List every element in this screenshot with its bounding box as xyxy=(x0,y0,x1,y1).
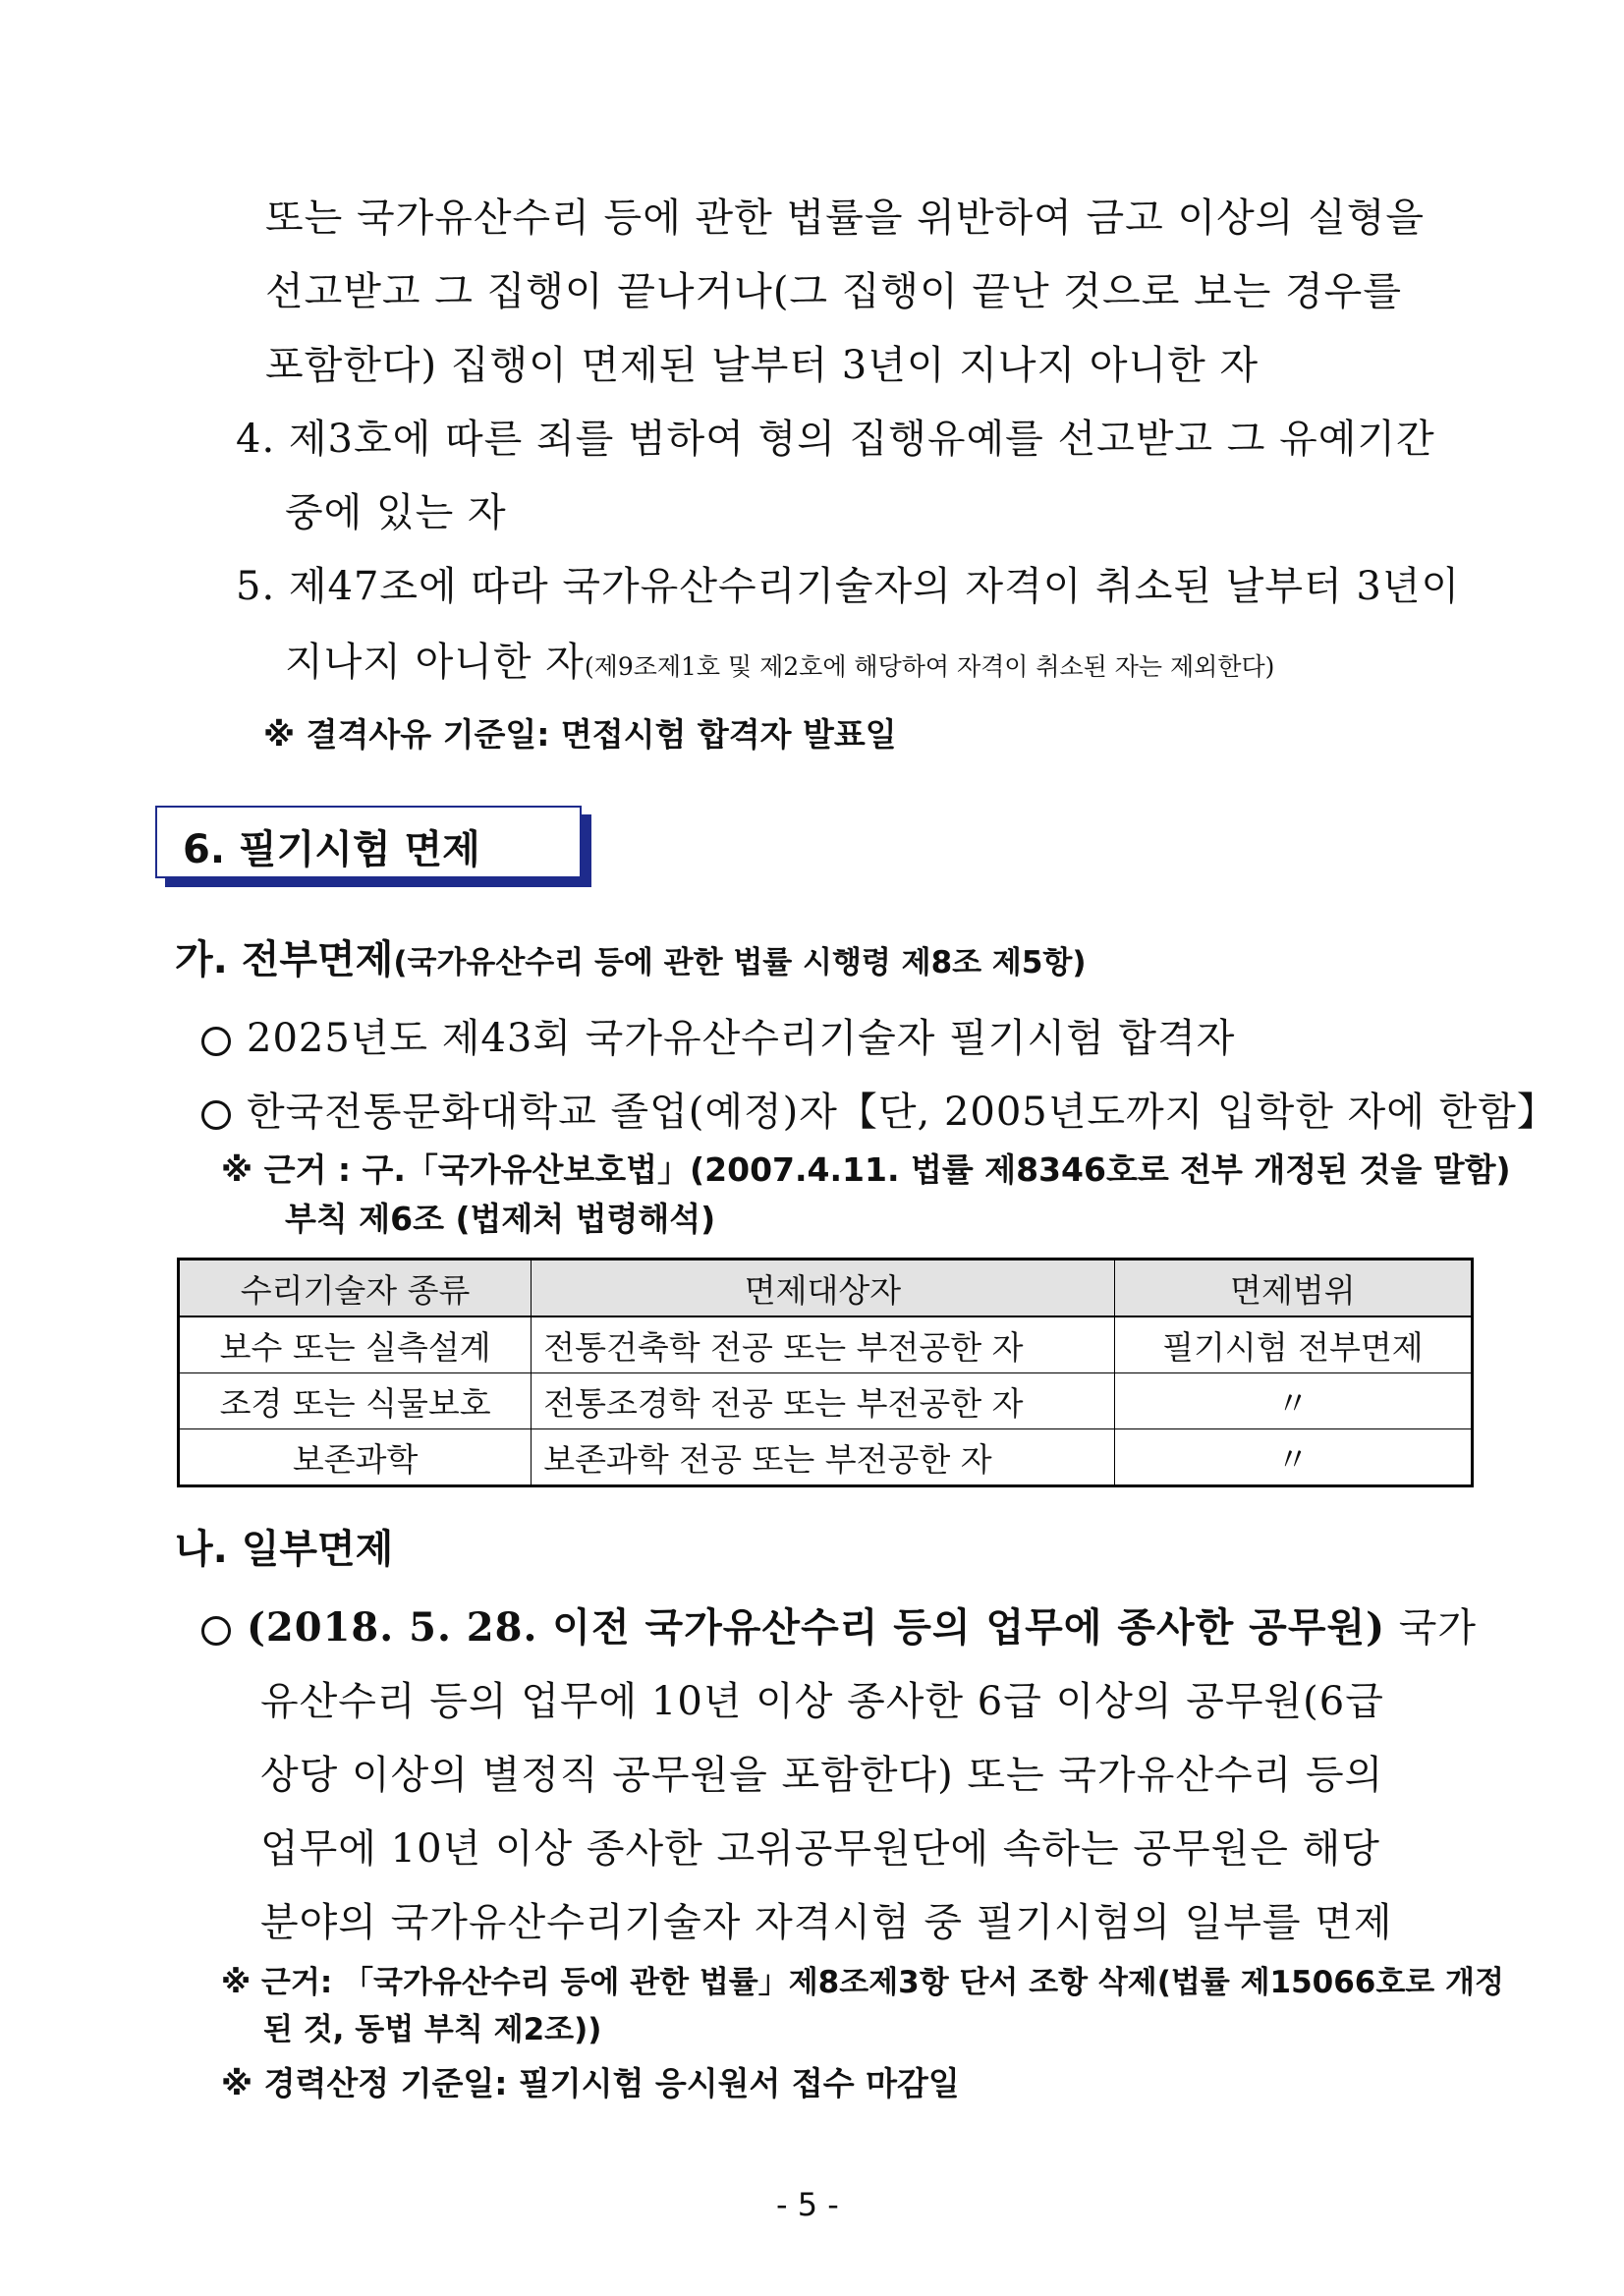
table-row xyxy=(179,1373,1473,1429)
table-cell: 보존과학 xyxy=(179,1429,532,1486)
partial-exemption-line: 유산수리 등의 업무에 10년 이상 종사한 6급 이상의 공무원(6급 xyxy=(260,1679,1384,1724)
table-cell: 조경 또는 식물보호 xyxy=(179,1373,532,1429)
section-heading: 6. 필기시험 면제 xyxy=(183,827,480,872)
list-item-4: 4. 제3호에 따른 죄를 범하여 형의 집행유예를 선고받고 그 유예기간 xyxy=(236,417,1435,462)
full-exemption-title: 가. 전부면제 xyxy=(175,937,394,982)
full-exemption-bullet-1 xyxy=(201,1007,1235,1063)
bullet-text: 2025년도 제43회 국가유산수리기술자 필기시험 합격자 xyxy=(247,1016,1236,1061)
table-cell: 〃 xyxy=(1114,1429,1472,1486)
table-cell: 보존과학 전공 또는 부전공한 자 xyxy=(532,1429,1115,1486)
exemption-table xyxy=(177,1258,1474,1487)
bullet-circle-icon xyxy=(201,1616,231,1646)
table-row xyxy=(179,1429,1473,1486)
body-line: 포함한다) 집행이 면제된 날부터 3년이 지나지 아니한 자 xyxy=(265,343,1260,388)
table-header: 면제범위 xyxy=(1114,1260,1472,1317)
partial-exemption-note-1-cont: 된 것, 동법 부칙 제2조)) xyxy=(263,2012,602,2047)
table-row xyxy=(179,1316,1473,1373)
full-exemption-note-cont: 부칙 제6조 (법제처 법령해석) xyxy=(285,1200,716,1238)
list-item-5-main: 지나지 아니한 자 xyxy=(285,640,585,685)
bullet-text: 한국전통문화대학교 졸업(예정)자【단, 2005년도까지 입학한 자에 한함】 xyxy=(247,1090,1557,1135)
bullet-circle-icon xyxy=(201,1100,231,1130)
list-item-5: 5. 제47조에 따라 국가유산수리기술자의 자격이 취소된 날부터 3년이 xyxy=(236,564,1461,609)
list-item-4-cont: 중에 있는 자 xyxy=(285,490,507,535)
table-cell: 필기시험 전부면제 xyxy=(1114,1316,1472,1373)
partial-exemption-line: 상당 이상의 별정직 공무원을 포함한다) 또는 국가유산수리 등의 xyxy=(260,1753,1384,1798)
table-cell: 전통조경학 전공 또는 부전공한 자 xyxy=(532,1373,1115,1429)
table-cell: 〃 xyxy=(1114,1373,1472,1429)
partial-exemption-bullet xyxy=(201,1596,1477,1652)
page-number: - 5 - xyxy=(776,2186,839,2223)
body-line: 선고받고 그 집행이 끝나거나(그 집행이 끝난 것으로 보는 경우를 xyxy=(265,269,1402,314)
bullet-circle-icon xyxy=(201,1027,231,1056)
partial-exemption-note-1: ※ 근거: 「국가유산수리 등에 관한 법률」제8조제3항 단서 조항 삭제(법률 제15066호로 개정 xyxy=(221,1965,1504,2000)
list-item-5-parenthetical: (제9조제1호 및 제2호에 해당하여 자격이 취소된 자는 제외한다) xyxy=(584,652,1275,681)
list-item-5-cont xyxy=(285,631,1274,687)
full-exemption-ref: (국가유산수리 등에 관한 법률 시행령 제8조 제5항) xyxy=(393,945,1087,980)
disqualification-note: ※ 결격사유 기준일: 면접시험 합격자 발표일 xyxy=(263,715,897,754)
partial-exemption-line: 분야의 국가유산수리기술자 자격시험 중 필기시험의 일부를 면제 xyxy=(260,1900,1393,1945)
partial-exemption-title: 나. 일부면제 xyxy=(175,1527,394,1572)
table-header-row xyxy=(179,1260,1473,1317)
table-header: 면제대상자 xyxy=(532,1260,1115,1317)
table-cell: 전통건축학 전공 또는 부전공한 자 xyxy=(532,1316,1115,1373)
partial-exemption-lead-rest: 국가 xyxy=(1385,1605,1478,1651)
full-exemption-note: ※ 근거 : 구.「국가유산보호법」(2007.4.11. 법률 제8346호로 전부 개정된 것을 말함) xyxy=(221,1150,1511,1189)
full-exemption-heading xyxy=(175,928,1087,984)
body-line: 또는 국가유산수리 등에 관한 법률을 위반하여 금고 이상의 실형을 xyxy=(265,196,1425,241)
partial-exemption-lead: (2018. 5. 28. 이전 국가유산수리 등의 업무에 종사한 공무원) xyxy=(247,1604,1386,1651)
table-header: 수리기술자 종류 xyxy=(179,1260,532,1317)
table-cell: 보수 또는 실측설계 xyxy=(179,1316,532,1373)
partial-exemption-line: 업무에 10년 이상 종사한 고위공무원단에 속하는 공무원은 해당 xyxy=(260,1826,1380,1872)
partial-exemption-note-2: ※ 경력산정 기준일: 필기시험 응시원서 접수 마감일 xyxy=(221,2064,960,2102)
full-exemption-bullet-2 xyxy=(201,1081,1557,1137)
